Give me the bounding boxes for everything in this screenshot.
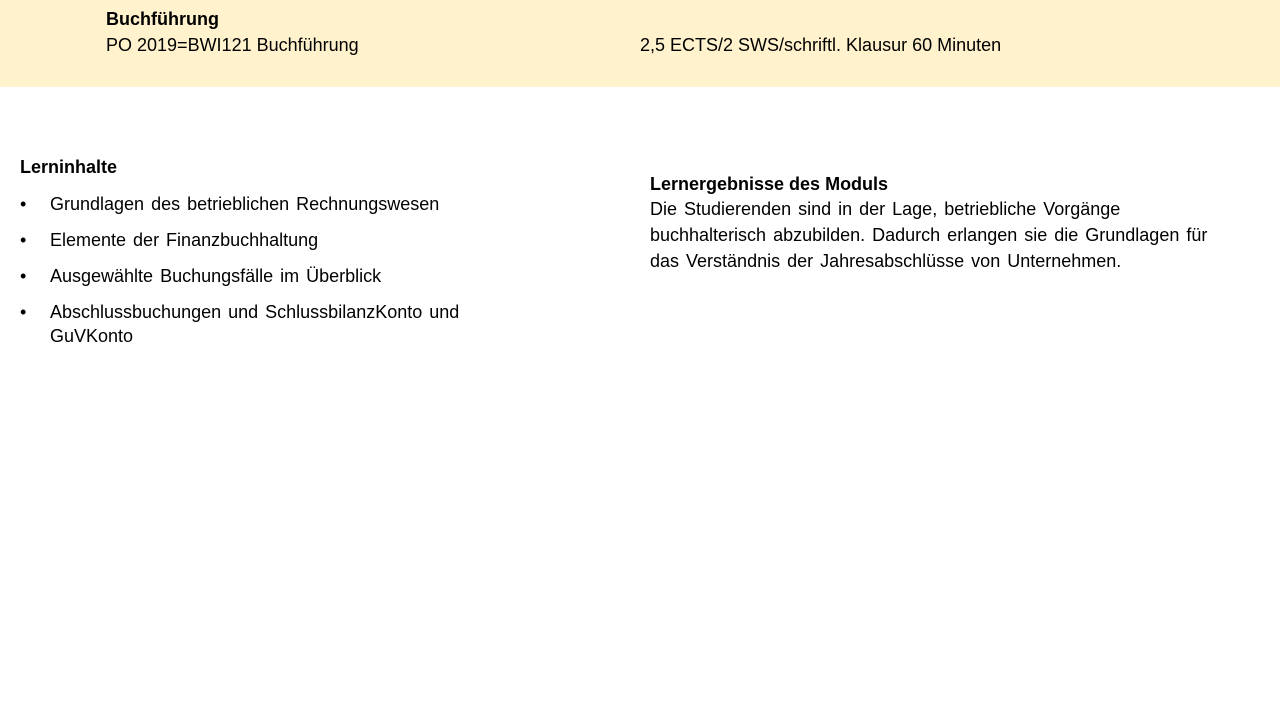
module-credits: 2,5 ECTS/2 SWS/schriftl. Klausur 60 Minuten xyxy=(640,35,1002,55)
bullet-icon: • xyxy=(20,266,27,286)
header-band xyxy=(0,0,1280,87)
bullet-icon: • xyxy=(20,194,27,214)
list-item-text: Ausgewählte Buchungsfälle im Überblick xyxy=(50,266,382,286)
learning-contents-heading: Lerninhalte xyxy=(20,157,118,177)
list-item-text: Abschlussbuchungen und SchlussbilanzKonto und GuVKonto xyxy=(50,302,460,346)
bullet-icon: • xyxy=(20,230,27,250)
list-item-text: Elemente der Finanzbuchhaltung xyxy=(50,230,319,250)
bullet-icon: • xyxy=(20,302,27,322)
learning-outcomes-text: Die Studierenden sind in der Lage, betriebliche Vorgänge buchhalterisch abzubilden. Dadurch erlangen sie die Grundlagen für das Verständnis der Jahresabschlüsse von Unternehmen. xyxy=(650,199,1208,271)
module-title: Buchführung xyxy=(106,9,219,29)
module-code: PO 2019=BWI121 Buchführung xyxy=(106,35,359,55)
learning-contents-section xyxy=(20,155,480,360)
list-item xyxy=(20,228,480,252)
list-item-text: Grundlagen des betrieblichen Rechnungswesen xyxy=(50,194,440,214)
list-item xyxy=(20,192,480,216)
learning-outcomes-section xyxy=(650,172,1210,274)
learning-outcomes-heading: Lernergebnisse des Moduls xyxy=(650,174,889,194)
list-item xyxy=(20,264,480,288)
learning-contents-list xyxy=(20,192,480,348)
list-item xyxy=(20,300,480,348)
